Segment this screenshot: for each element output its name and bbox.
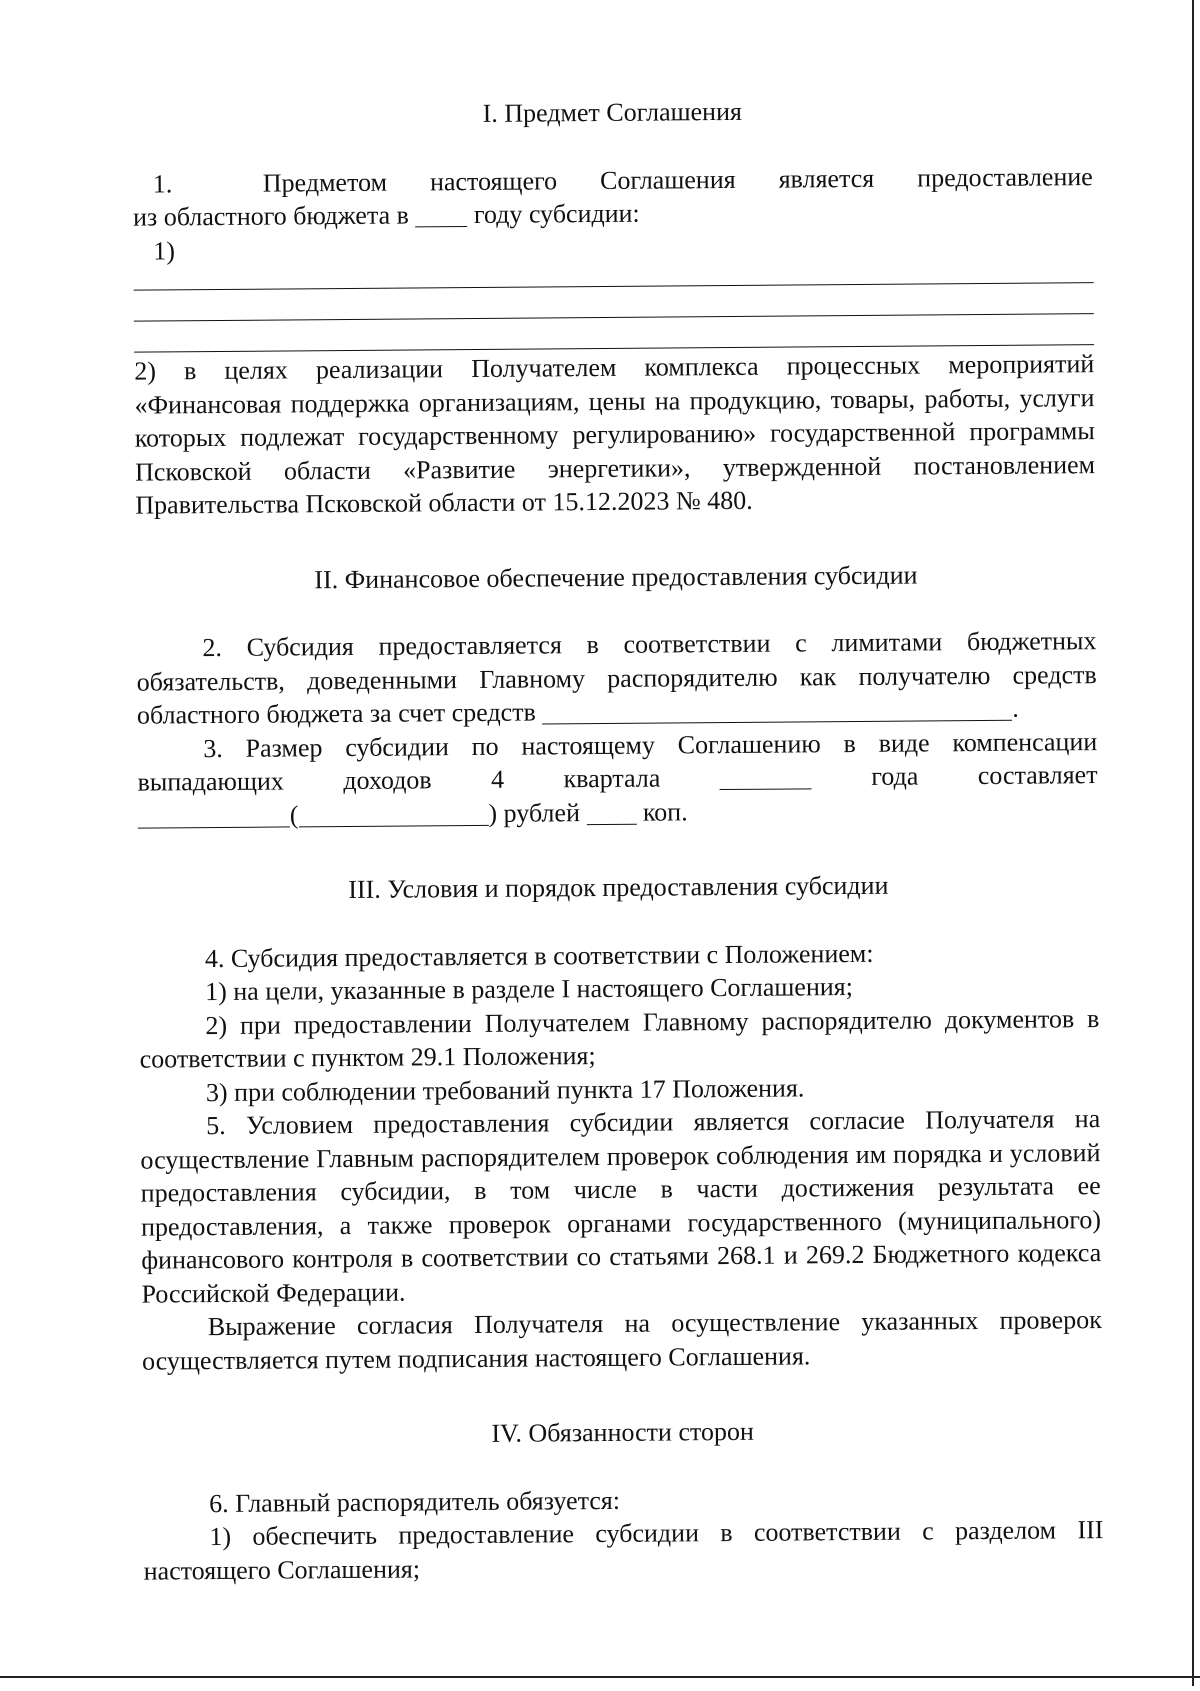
- paragraph-5: 5. Условием предоставления субсидии является согласие Получателя на осуществление Главным распорядителем проверок соблюдения им порядка и условий предоставления субсидии, в том числе в части достижения результата ее предоставления, а также проверок органами государственного (муниципального) финансового контроля в соответствии со статьями 268.1 и 269.2 Бюджетного кодекса Российской Федерации.: [140, 1104, 1102, 1309]
- amount-words-blank[interactable]: [298, 798, 488, 826]
- paragraph-6: 6. Главный распорядитель обязуется:: [209, 1485, 621, 1518]
- paragraph-4-item-3: 3) при соблюдении требований пункта 17 Положения.: [205, 1072, 805, 1107]
- funding-source-blank[interactable]: [542, 694, 1012, 725]
- document-body: [132, 92, 1104, 1587]
- paragraph-5-consent: Выражение согласия Получателя на осуществление указанных проверок осуществляется путем подписания настоящего Соглашения.: [141, 1305, 1102, 1376]
- quarter-year-blank[interactable]: [720, 762, 812, 790]
- section-4-heading: IV. Обязанности сторон: [491, 1416, 754, 1448]
- amount-digits-blank[interactable]: [138, 800, 290, 828]
- year-blank[interactable]: [415, 200, 467, 227]
- section-1-heading: I. Предмет Соглашения: [482, 96, 742, 128]
- paragraph-1-line2: из областного бюджета в году субсидии:: [132, 198, 640, 232]
- paragraph-4: 4. Субсидия предоставляется в соответствии с Положением:: [204, 938, 874, 973]
- paragraph-2: 2. Субсидия предоставляется в соответствии с лимитами бюджетных обязательств, доведенными Главному распорядителю как получателю средств областного бюджета за счет средств .: [136, 626, 1097, 730]
- paragraph-6-item-1: 1) обеспечить предоставление субсидии в соответствии с разделом III настоящего Соглашения;: [143, 1515, 1104, 1586]
- paragraph-1-text: Предметом настоящего Соглашения является предоставление: [262, 161, 1093, 198]
- kopecks-blank[interactable]: [586, 797, 636, 824]
- paragraph-4-item-2: 2) при предоставлении Получателем Главному распорядителю документов в соответствии с пунктом 29.1 Положения;: [139, 1003, 1100, 1074]
- section-3-heading: III. Условия и порядок предоставления субсидии: [348, 870, 889, 904]
- paragraph-3-line2: выпадающих доходов 4 квартала года составляет: [137, 760, 1098, 797]
- paragraph-1-number: 1.: [152, 168, 173, 198]
- item-1-label: 1): [153, 235, 176, 265]
- paragraph-3-line1: 3. Размер субсидии по настоящему Соглашению в виде компенсации: [203, 726, 1098, 763]
- paragraph-3-line3: ( ) рублей коп.: [138, 792, 1098, 833]
- item-2-line1: 2) в целях реализации Получателем комплекса процессных мероприятий: [134, 349, 1095, 386]
- section-2-heading: II. Финансовое обеспечение предоставления субсидии: [314, 559, 918, 594]
- scan-edge-right: [1192, 0, 1194, 1686]
- paragraph-4-item-1: 1) на цели, указанные в разделе I настоящего Соглашения;: [205, 972, 854, 1007]
- item-1-blank-line-3[interactable]: [134, 314, 1094, 353]
- scan-edge-bottom: [0, 1676, 1200, 1678]
- item-2-text: «Финансовая поддержка организациям, цены на продукцию, товары, работы, услуги которых подлежат государственному регулированию» государственной программы Псковской области «Развитие энергетики», утвержденной постановлением Правительства Псковской области от 15.12.2023 № 480.: [134, 382, 1096, 520]
